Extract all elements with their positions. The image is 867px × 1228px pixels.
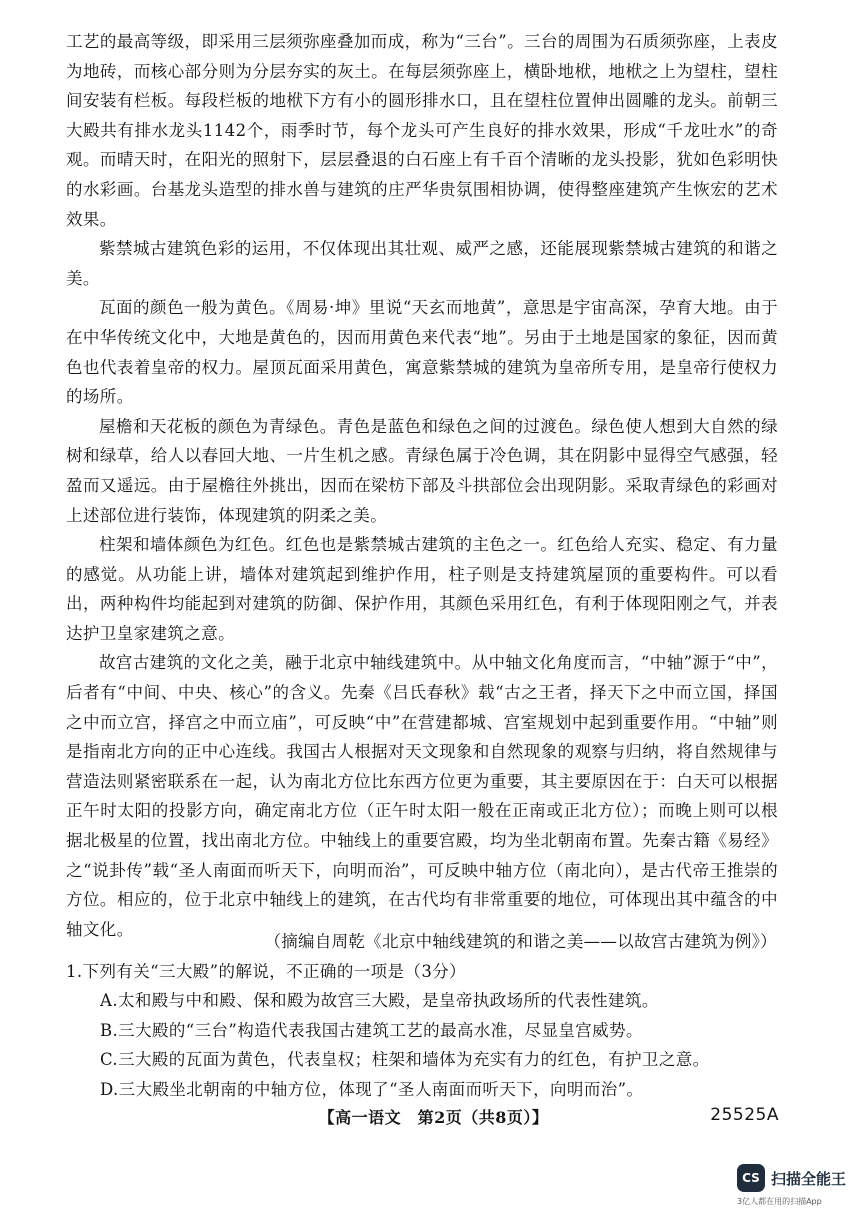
passage-paragraph: 柱架和墙体颜色为红色。红色也是紫禁城古建筑的主色之一。红色给人充实、稳定、有力量的感觉。从功能上讲，墙体对建筑起到维护作用，柱子则是支持建筑屋顶的重要构件。可以看出，两种构件均能起到对建筑的防御、保护作用，其颜色采用红色，有利于体现阳刚之气，并表达护卫皇家建筑之意。 [66,535,778,643]
passage-paragraph: 工艺的最高等级，即采用三层须弥座叠加而成，称为“三台”。三台的周围为石质须弥座，上表皮为地砖，而核心部分则为分层夯实的灰土。在每层须弥座上，横卧地栿，地栿之上为望柱，望柱间安装有栏板。每段栏板的地栿下方有小的圆形排水口，且在望柱位置伸出圆雕的龙头。前朝三大殿共有排水龙头1142个，雨季时节，每个龙头可产生良好的排水效果，形成“千龙吐水”的奇观。而晴天时，在阳光的照射下，层层叠退的白石座上有千百个清晰的龙头投影，犹如色彩明快的水彩画。台基龙头造型的排水兽与建筑的庄严华贵氛围相协调，使得整座建筑产生恢宏的艺术效果。 [66,32,778,229]
option-c: C.三大殿的瓦面为黄色，代表皇权；柱架和墙体为充实有力的红色，有护卫之意。 [100,1050,710,1069]
question-1 [66,957,778,1104]
option-b: B.三大殿的“三台”构造代表我国古建筑工艺的最高水准，尽显皇宫威势。 [100,1020,643,1040]
passage-paragraph: 屋檐和天花板的颜色为青绿色。青色是蓝色和绿色之间的过渡色。绿色使人想到大自然的绿树和绿草，给人以春回大地、一片生机之感。青绿色属于冷色调，其在阴影中显得空气感强，轻盈而又遥远。由于屋檐往外挑出，因而在梁枋下部及斗拱部位会出现阴影。采取青绿色的彩画对上述部位进行装饰，体现建筑的阴柔之美。 [66,416,778,525]
passage-paragraph: 紫禁城古建筑色彩的运用，不仅体现出其壮观、威严之感，还能展现紫禁城古建筑的和谐之美。 [66,239,778,288]
camscanner-logo-icon: CS [737,1164,765,1192]
passage-source: （摘编自周乾《北京中轴线建筑的和谐之美——以故宫古建筑为例》） [264,932,777,951]
watermark-app-name: 扫描全能王 [771,1169,847,1188]
passage-paragraph: 瓦面的颜色一般为黄色。《周易·坤》里说“天玄而地黄”，意思是宇宙高深，孕育大地。由于在中华传统文化中，大地是黄色的，因而用黄色来代表“地”。另由于土地是国家的象征，因而黄色也代表着皇帝的权力。屋顶瓦面采用黄色，寓意紫禁城的建筑为皇帝所专用，是皇帝行使权力的场所。 [66,298,778,407]
watermark-tagline: 3亿人都在用的扫描App [737,1197,822,1206]
page-label: 【高一语文 第2页（共8页）】 [318,1108,549,1127]
reading-passage [66,27,778,944]
option-d: D.三大殿坐北朝南的中轴方位，体现了“圣人南面而听天下，向明而治”。 [100,1079,644,1099]
option-a: A.太和殿与中和殿、保和殿为故宫三大殿，是皇帝执政场所的代表性建筑。 [100,991,659,1010]
scanner-watermark [737,1164,857,1218]
exam-code: 25525A [710,1105,779,1125]
passage-paragraph: 故宫古建筑的文化之美，融于北京中轴线建筑中。从中轴文化角度而言，“中轴”源于“中”，后者有“中间、中央、核心”的含义。先秦《吕氏春秋》载“古之王者，择天下之中而立国，择国之中而立宫，择宫之中而立庙”，可反映“中”在营建都城、宫室规划中起到重要作用。“中轴”则是指南北方向的正中心连线。我国古人根据对天文现象和自然现象的观察与归纳，将自然规律与营造法则紧密联系在一起，认为南北方位比东西方位更为重要，其主要原因在于：白天可以根据正午时太阳的投影方向，确定南北方位（正午时太阳一般在正南或正北方位）；而晚上则可以根据北极星的位置，找出南北方位。中轴线上的重要宫殿，均为坐北朝南布置。先秦古籍《易经》之“说卦传”载“圣人南面而听天下，向明而治”，可反映中轴方位（南北向），是古代帝王推崇的方位。相应的，位于北京中轴线上的建筑，在古代均有非常重要的地位，可体现出其中蕴含的中轴文化。 [66,653,778,939]
question-stem: 1.下列有关“三大殿”的解说，不正确的一项是（3分） [66,962,467,981]
